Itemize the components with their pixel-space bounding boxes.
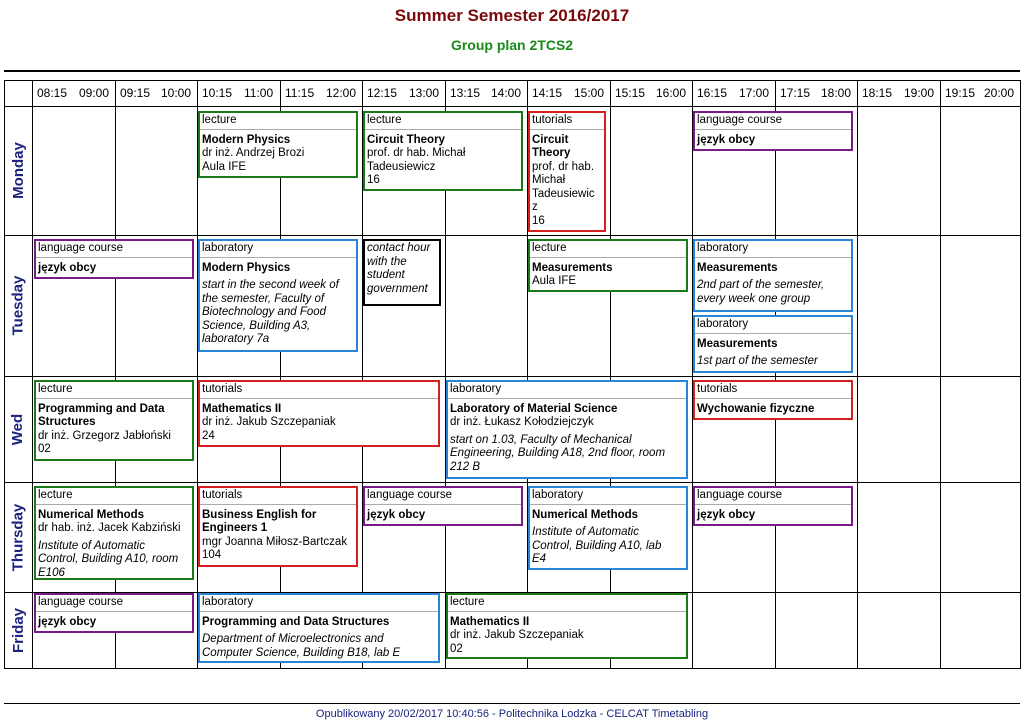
footer: Opublikowany 20/02/2017 10:40:56 - Politechnika Lodzka - CELCAT Timetabling <box>315 708 709 720</box>
timetable-event[interactable] <box>198 380 440 447</box>
timetable-event[interactable] <box>198 593 440 663</box>
timetable-event[interactable] <box>446 593 688 659</box>
event-subject: Wychowanie fizyczne <box>697 402 815 415</box>
event-type: lecture <box>36 383 192 399</box>
event-subject: Mathematics II <box>450 615 530 628</box>
time-label-start: 19:15 <box>945 86 976 100</box>
event-detail: 24 <box>202 429 215 442</box>
event-detail: Aula IFE <box>202 160 247 173</box>
event-note: 212 B <box>450 460 481 473</box>
event-type: laboratory <box>200 596 438 612</box>
event-detail: mgr Joanna Miłosz-Bartczak <box>202 535 348 548</box>
day-label: Tuesday <box>9 275 27 336</box>
time-label-start: 11:15 <box>285 86 315 100</box>
event-type: lecture <box>200 114 356 130</box>
time-label-end: 15:00 <box>574 86 605 100</box>
event-note: 2nd part of the semester, <box>697 279 825 291</box>
event-subject: Business English for Engineers 1 <box>202 508 317 534</box>
event-note: E106 <box>38 566 65 579</box>
day-label-cell <box>4 482 32 592</box>
timetable-event[interactable] <box>198 111 358 178</box>
timetable-event[interactable] <box>693 315 853 373</box>
event-subject: Numerical Methods <box>38 508 145 521</box>
time-label-start: 14:15 <box>532 86 563 100</box>
time-label-start: 15:15 <box>615 86 646 100</box>
event-detail: 104 <box>202 549 222 561</box>
event-subject: Laboratory of Material Science <box>450 402 618 415</box>
time-label-end: 09:00 <box>79 86 110 100</box>
event-detail: prof. dr hab. Michał <box>367 147 466 159</box>
time-label-end: 17:00 <box>739 86 770 100</box>
event-subject: Modern Physics <box>202 133 291 146</box>
grid-column-line <box>857 80 858 668</box>
event-detail: 16 <box>367 174 380 186</box>
event-note: laboratory 7a <box>202 333 270 345</box>
event-note: start on 1.03, Faculty of Mechanical <box>450 433 632 446</box>
time-label-start: 16:15 <box>697 86 728 100</box>
event-note: E4 <box>532 553 547 565</box>
event-subject: Numerical Methods <box>532 508 639 521</box>
event-type: language course <box>36 596 192 612</box>
timetable-event[interactable] <box>528 486 688 570</box>
day-label: Wed <box>9 413 27 445</box>
event-note: Control, Building A10, lab <box>532 539 662 552</box>
event-detail: Tadeusiewicz <box>367 160 436 173</box>
day-label-cell <box>4 592 32 668</box>
timetable-event[interactable] <box>34 486 194 580</box>
event-detail: Tadeusiewic <box>532 187 595 200</box>
event-subject: Programming and Data Structures <box>38 402 165 428</box>
timetable-event[interactable] <box>34 593 194 633</box>
time-label-end: 12:00 <box>326 86 357 100</box>
time-label-start: 08:15 <box>37 86 68 100</box>
event-note: the semester, Faculty of <box>202 292 325 305</box>
timetable-event[interactable] <box>528 239 688 292</box>
event-detail: dr inż. Łukasz Kołodziejczyk <box>450 416 594 428</box>
grid-border <box>1020 80 1021 669</box>
timetable-event[interactable] <box>34 239 194 279</box>
group-subtitle: Group plan 2TCS2 <box>450 37 574 53</box>
time-label-start: 09:15 <box>120 86 151 100</box>
event-type: laboratory <box>695 318 851 334</box>
timetable-event[interactable] <box>693 380 853 420</box>
event-detail: 02 <box>450 642 463 655</box>
event-note: contact hour <box>367 242 431 254</box>
event-note: Institute of Automatic <box>532 526 639 538</box>
time-label-start: 12:15 <box>367 86 398 100</box>
time-label-end: 20:00 <box>984 86 1015 100</box>
event-subject: Circuit Theory <box>532 133 571 159</box>
event-subject: Measurements <box>697 337 778 350</box>
event-subject: Circuit Theory <box>367 133 445 146</box>
event-type: tutorials <box>200 383 438 399</box>
grid-row-line <box>4 106 1020 107</box>
day-label-cell <box>4 376 32 482</box>
event-type: lecture <box>365 114 521 130</box>
time-label-end: 19:00 <box>904 86 935 100</box>
grid-border <box>4 668 1021 669</box>
event-subject: Measurements <box>532 261 613 274</box>
grid-column-line <box>940 80 941 668</box>
event-type: laboratory <box>448 383 686 399</box>
event-type: laboratory <box>695 242 851 258</box>
grid-column-line <box>692 80 693 668</box>
day-label: Thursday <box>9 503 27 571</box>
event-type: language course <box>365 489 521 505</box>
grid-row-line <box>4 482 1020 483</box>
event-type: tutorials <box>695 383 851 399</box>
event-type: laboratory <box>530 489 686 505</box>
grid-column-line <box>610 80 611 668</box>
event-subject: język obcy <box>38 615 97 628</box>
top-rule <box>4 70 1020 72</box>
event-detail: prof. dr hab. <box>532 160 595 173</box>
grid-row-line <box>4 376 1020 377</box>
timetable-event[interactable] <box>693 239 853 312</box>
timetable-event[interactable] <box>693 486 853 526</box>
day-label-cell <box>4 106 32 235</box>
event-note: Department of Microelectronics and <box>202 633 384 645</box>
timetable-event[interactable] <box>363 486 523 526</box>
timetable-event[interactable] <box>446 380 688 479</box>
event-detail: 16 <box>532 214 545 227</box>
time-label-start: 13:15 <box>450 86 481 100</box>
time-label-end: 16:00 <box>656 86 687 100</box>
timetable-event[interactable] <box>198 486 358 567</box>
time-label-end: 10:00 <box>161 86 192 100</box>
event-subject: język obcy <box>367 508 426 521</box>
event-type: language course <box>695 489 851 505</box>
time-label-end: 14:00 <box>491 86 522 100</box>
event-detail: Aula IFE <box>532 275 577 287</box>
event-detail: dr inż. Jakub Szczepaniak <box>202 416 336 428</box>
bottom-rule <box>4 703 1020 704</box>
day-label: Friday <box>9 607 27 653</box>
event-note: Computer Science, Building B18, lab E <box>202 646 401 659</box>
timetable-event[interactable] <box>528 111 606 232</box>
event-type: laboratory <box>200 242 356 258</box>
timetable-event[interactable] <box>363 111 523 191</box>
day-label: Monday <box>9 142 27 199</box>
event-subject: język obcy <box>38 261 97 274</box>
event-type: language course <box>695 114 851 130</box>
event-detail: dr inż. Jakub Szczepaniak <box>450 629 584 641</box>
timetable-event[interactable] <box>693 111 853 151</box>
event-subject: Measurements <box>697 261 778 274</box>
time-label-end: 13:00 <box>409 86 440 100</box>
event-subject: język obcy <box>697 508 756 521</box>
event-detail: dr inż. Andrzej Brozi <box>202 147 305 159</box>
event-type: tutorials <box>530 114 604 130</box>
event-subject: język obcy <box>697 133 756 146</box>
time-label-end: 18:00 <box>821 86 852 100</box>
event-detail: Michał <box>532 174 566 186</box>
event-note: government <box>367 282 428 295</box>
event-subject: Modern Physics <box>202 261 291 274</box>
event-detail: dr hab. inż. Jacek Kabziński <box>38 522 181 534</box>
event-note: student <box>367 269 405 281</box>
event-note: Institute of Automatic <box>38 539 145 552</box>
event-note: with the <box>367 255 407 268</box>
event-type: lecture <box>448 596 686 612</box>
page-title: Summer Semester 2016/2017 <box>394 6 630 25</box>
event-detail: z <box>532 201 538 213</box>
time-label-start: 10:15 <box>202 86 233 100</box>
time-label-end: 11:00 <box>244 86 274 100</box>
event-type: lecture <box>36 489 192 505</box>
timetable-event[interactable] <box>363 239 441 306</box>
event-detail: dr inż. Grzegorz Jabłoński <box>38 429 171 442</box>
event-subject: Programming and Data Structures <box>202 615 390 628</box>
event-type: tutorials <box>200 489 356 505</box>
timetable-event[interactable] <box>34 380 194 461</box>
day-label-cell <box>4 235 32 376</box>
grid-row-line <box>4 235 1020 236</box>
event-note: every week one group <box>697 292 811 305</box>
event-subject: Mathematics II <box>202 402 282 415</box>
event-note: Engineering, Building A18, 2nd floor, room <box>450 447 666 459</box>
timetable-event[interactable] <box>198 239 358 352</box>
time-label-start: 17:15 <box>780 86 811 100</box>
event-note: 1st part of the semester <box>697 355 818 367</box>
event-note: Biotechnology and Food <box>202 306 327 318</box>
event-type: lecture <box>530 242 686 258</box>
time-label-start: 18:15 <box>862 86 893 100</box>
grid-column-line <box>32 80 33 668</box>
event-note: Science, Building A3, <box>202 319 311 332</box>
grid-column-line <box>775 80 776 668</box>
event-type: language course <box>36 242 192 258</box>
event-note: start in the second week of <box>202 279 339 291</box>
event-detail: 02 <box>38 443 51 455</box>
event-note: Control, Building A10, room <box>38 553 179 565</box>
